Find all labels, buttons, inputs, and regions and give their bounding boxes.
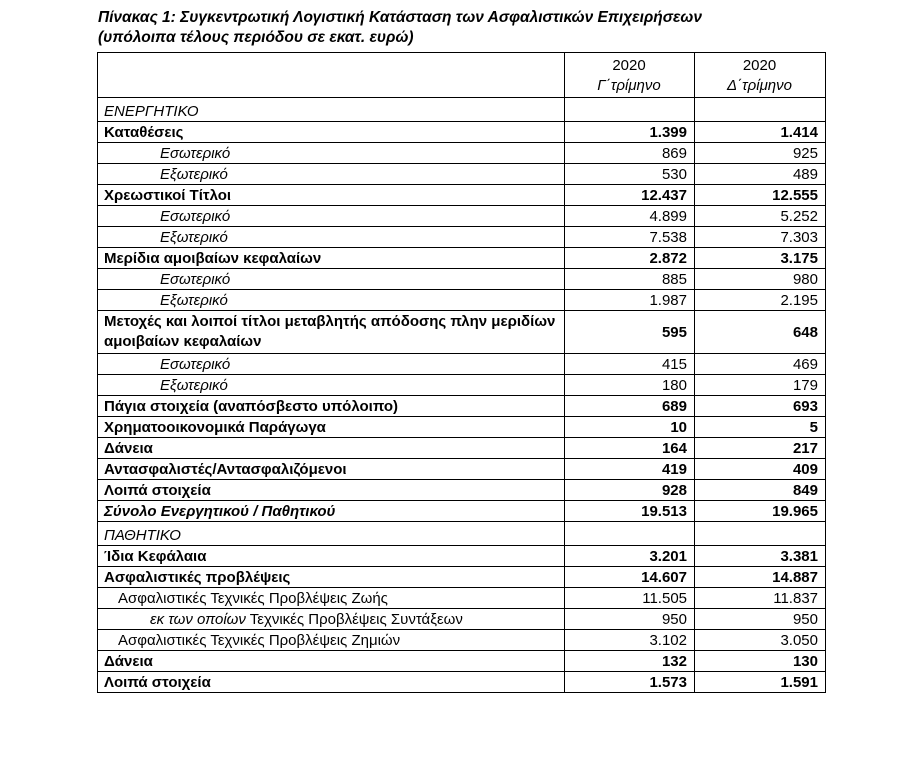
balance-sheet-table [97,52,826,693]
row-label: Δάνεια [98,438,565,459]
value-q4: 693 [695,396,826,417]
row-label: Μετοχές και λοιποί τίτλοι μεταβλητής απόδοσης πλην μεριδίων αμοιβαίων κεφαλαίων [98,311,565,354]
value-q3: 689 [565,396,695,417]
row-label: Σύνολο Ενεργητικού / Παθητικού [98,501,565,522]
table-row [98,630,826,651]
table-row [98,164,826,185]
header-year: 2020 [612,57,646,74]
row-label: Ασφαλιστικές προβλέψεις [98,567,565,588]
value-q3: 869 [565,143,695,164]
value-q3: 928 [565,480,695,501]
value-q3: 11.505 [565,588,695,609]
value-q4: 648 [695,311,826,354]
value-q3: 164 [565,438,695,459]
value-q3: 180 [565,375,695,396]
value-q4: 179 [695,375,826,396]
header-period: Δ΄τρίμηνο [727,77,792,94]
value-q4 [695,98,826,122]
row-label: Εσωτερικό [98,269,565,290]
table-row [98,269,826,290]
value-q4: 409 [695,459,826,480]
value-q4: 489 [695,164,826,185]
table-row [98,546,826,567]
value-q3: 19.513 [565,501,695,522]
section-label: ΠΑΘΗΤΙΚΟ [98,522,565,546]
value-q4: 925 [695,143,826,164]
value-q4: 849 [695,480,826,501]
row-label: Εσωτερικό [98,354,565,375]
table-row [98,567,826,588]
caption-line-2: (υπόλοιπα τέλους περιόδου σε εκατ. ευρώ) [98,28,414,46]
row-label: Εξωτερικό [98,227,565,248]
table-row [98,206,826,227]
value-q4: 7.303 [695,227,826,248]
value-q3: 12.437 [565,185,695,206]
value-q3: 950 [565,609,695,630]
value-q3: 132 [565,651,695,672]
value-q3: 14.607 [565,567,695,588]
value-q4: 980 [695,269,826,290]
header-col-q3 [565,53,695,98]
value-q3: 4.899 [565,206,695,227]
row-label: Δάνεια [98,651,565,672]
table-row [98,227,826,248]
value-q3: 3.102 [565,630,695,651]
value-q4 [695,522,826,546]
table-row [98,375,826,396]
table-row [98,438,826,459]
value-q3: 530 [565,164,695,185]
value-q3: 7.538 [565,227,695,248]
section-row-assets [98,98,826,122]
row-label: Ίδια Κεφάλαια [98,546,565,567]
row-label: Καταθέσεις [98,122,565,143]
table-caption [98,8,858,47]
value-q3 [565,522,695,546]
caption-line-1: Πίνακας 1: Συγκεντρωτική Λογιστική Κατάσταση των Ασφαλιστικών Επιχειρήσεων [98,9,702,26]
table-row [98,459,826,480]
table-row [98,248,826,269]
value-q4: 469 [695,354,826,375]
value-q4: 3.381 [695,546,826,567]
value-q4: 2.195 [695,290,826,311]
value-q4: 950 [695,609,826,630]
table-row [98,143,826,164]
row-label: Λοιπά στοιχεία [98,480,565,501]
header-year: 2020 [742,57,777,74]
value-q3: 595 [565,311,695,354]
table-row [98,417,826,438]
table-row [98,354,826,375]
value-q4: 11.837 [695,588,826,609]
header-label-cell [98,53,565,98]
row-label: Χρηματοοικονομικά Παράγωγα [98,417,565,438]
table-row [98,651,826,672]
row-label: Λοιπά στοιχεία [98,672,565,693]
value-q3 [565,98,695,122]
table-row [98,588,826,609]
table-row [98,290,826,311]
total-row [98,501,826,522]
section-label: ΕΝΕΡΓΗΤΙΚΟ [98,98,565,122]
header-row [98,53,826,98]
row-label: Εξωτερικό [98,164,565,185]
row-label-rest: Τεχνικές Προβλέψεις Συντάξεων [245,610,463,628]
row-label: Ασφαλιστικές Τεχνικές Προβλέψεις Ζημιών [98,630,565,651]
value-q4: 1.414 [695,122,826,143]
value-q4: 12.555 [695,185,826,206]
row-label: Πάγια στοιχεία (αναπόσβεστο υπόλοιπο) [98,396,565,417]
table-row [98,396,826,417]
value-q3: 3.201 [565,546,695,567]
header-col-q4 [695,53,826,98]
row-label: Εσωτερικό [98,143,565,164]
value-q4: 19.965 [695,501,826,522]
row-label: Εξωτερικό [98,375,565,396]
table-row [98,480,826,501]
header-period: Γ΄τρίμηνο [597,77,661,94]
section-row-liabilities [98,522,826,546]
value-q3: 419 [565,459,695,480]
value-q3: 1.399 [565,122,695,143]
row-label: Εξωτερικό [98,290,565,311]
value-q4: 130 [695,651,826,672]
value-q3: 1.573 [565,672,695,693]
table-row [98,311,826,354]
row-label: Ασφαλιστικές Τεχνικές Προβλέψεις Ζωής [98,588,565,609]
row-label: Χρεωστικοί Τίτλοι [98,185,565,206]
row-label: Αντασφαλιστές/Αντασφαλιζόμενοι [98,459,565,480]
table-row [98,122,826,143]
value-q4: 3.050 [695,630,826,651]
value-q4: 3.175 [695,248,826,269]
value-q3: 415 [565,354,695,375]
row-label [98,609,565,630]
value-q3: 2.872 [565,248,695,269]
value-q4: 5.252 [695,206,826,227]
row-label: Μερίδια αμοιβαίων κεφαλαίων [98,248,565,269]
value-q4: 14.887 [695,567,826,588]
table-row [98,185,826,206]
table-row [98,609,826,630]
value-q3: 1.987 [565,290,695,311]
row-label: Εσωτερικό [98,206,565,227]
value-q4: 1.591 [695,672,826,693]
value-q3: 885 [565,269,695,290]
row-label-italic: εκ των οποίων [150,610,246,628]
value-q3: 10 [565,417,695,438]
value-q4: 217 [695,438,826,459]
value-q4: 5 [695,417,826,438]
table-row [98,672,826,693]
